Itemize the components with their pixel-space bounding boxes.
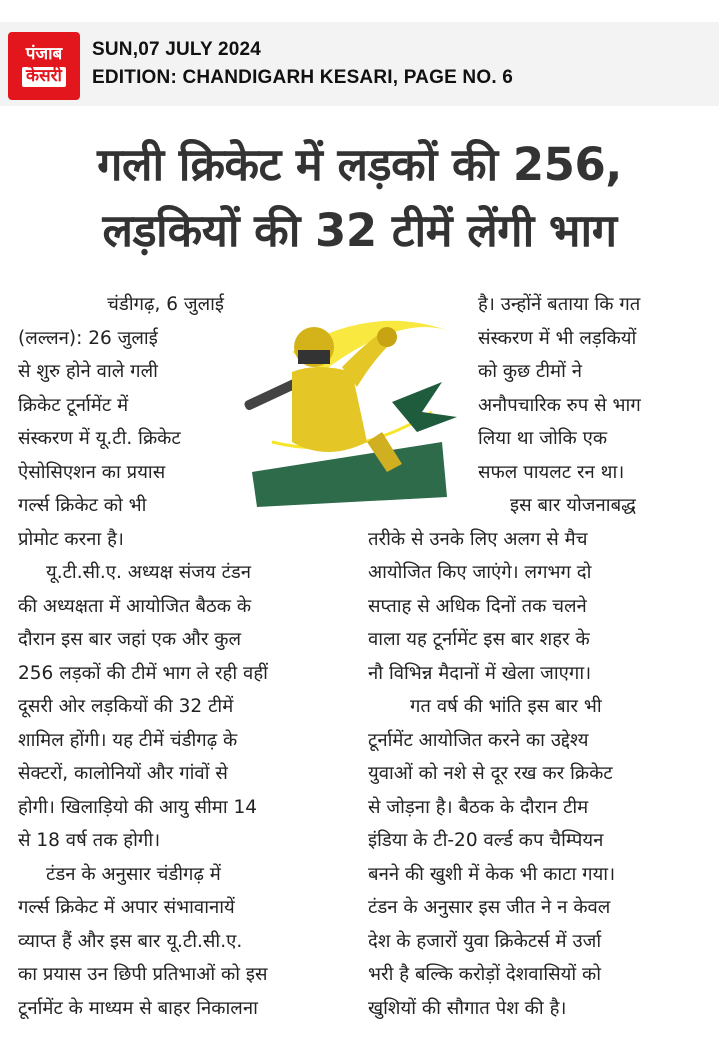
left-column	[18, 288, 336, 1025]
text-line: गर्ल्स क्रिकेट को भी	[18, 495, 147, 516]
text-line: का प्रयास उन छिपी प्रतिभाओं को इस	[18, 964, 268, 985]
text-line: तरीके से उनके लिए अलग से मैच	[368, 528, 588, 550]
text-line: चंडीगढ़, 6 जुलाई	[107, 294, 224, 315]
text-line: गत वर्ष की भांति इस बार भी	[410, 696, 602, 717]
text-line: संस्करण में भी लड़कियों	[478, 327, 637, 349]
text-line: अनौपचारिक रुप से भाग	[478, 394, 641, 416]
text-line: लिया था जोकि एक	[478, 428, 608, 449]
text-line: की अध्यक्षता में आयोजित बैठक के	[18, 595, 252, 617]
text-line: दौरान इस बार जहां एक और कुल	[18, 629, 242, 650]
masthead-bar	[0, 22, 719, 106]
paragraph-meeting	[18, 556, 336, 858]
text-line: यू.टी.सी.ए. अध्यक्ष संजय टंडन	[46, 562, 252, 583]
text-line: व्याप्त हैं और इस बार यू.टी.सी.ए.	[18, 930, 243, 952]
text-line: से जोड़ना है। बैठक के दौरान टीम	[368, 796, 589, 818]
text-line: दूसरी ओर लड़कियों की 32 टीमें	[18, 696, 234, 717]
text-line: से 18 वर्ष तक होगी।	[18, 830, 161, 851]
text-line: प्रोमोट करना है।	[18, 528, 124, 550]
text-line: से शुरु होने वाले गली	[18, 361, 158, 382]
logo-line1: पंजाब	[25, 44, 63, 65]
text-line: को कुछ टीमों ने	[478, 361, 583, 382]
paragraph-intro	[18, 288, 224, 556]
text-line: गर्ल्स क्रिकेट में अपार संभावानायें	[18, 897, 235, 918]
headline	[0, 132, 719, 264]
edition-info	[92, 36, 513, 92]
text-line: नौ विभिन्न मैदानों में खेला जाएगा।	[368, 662, 592, 684]
text-line: शामिल होंगी। यह टीमें चंडीगढ़ के	[18, 729, 238, 751]
text-line: आयोजित किए जाएंगे। लगभग दो	[368, 562, 592, 583]
text-line: खुशियों की सौगात पेश की है।	[368, 997, 567, 1019]
text-line: होगी। खिलाड़ियो की आयु सीमा 14	[18, 796, 258, 818]
text-line: टूर्नामेंट आयोजित करने का उद्देश्य	[368, 729, 589, 751]
text-line: क्रिकेट टूर्नामेंट में	[18, 394, 129, 416]
text-line: संस्करण में यू.टी. क्रिकेट	[18, 428, 181, 449]
text-line: 256 लड़कों की टीमें भाग ले रही वहीं	[18, 662, 268, 684]
edition-line: EDITION: CHANDIGARH KESARI, PAGE NO. 6	[92, 67, 514, 88]
paragraph-schedule	[368, 489, 690, 690]
text-line: वाला यह टूर्नामेंट इस बार शहर के	[368, 629, 590, 650]
headline-line1: गली क्रिकेट में लड़कों की 256,	[97, 138, 622, 191]
text-line: टंडन के अनुसार चंडीगढ़ में	[46, 863, 221, 885]
logo-line2: केसरी	[22, 67, 66, 87]
text-line: सप्ताह से अधिक दिनों तक चलने	[368, 595, 587, 617]
publication-date: SUN,07 JULY 2024	[92, 39, 262, 60]
text-line: इस बार योजनाबद्ध	[510, 495, 636, 516]
text-line: सफल पायलट रन था।	[478, 461, 625, 483]
text-line: ऐसोसिएशन का प्रयास	[18, 461, 166, 483]
text-line: सेक्टरों, कालोनियों और गांवों से	[18, 763, 228, 784]
text-line: बनने की खुशी में केक भी काटा गया।	[368, 863, 616, 885]
headline-line2: लड़कियों की 32 टीमें लेंगी भाग	[102, 204, 617, 257]
text-line: देश के हजारों युवा क्रिकेटर्स में उर्जा	[368, 930, 602, 952]
paragraph-objective	[368, 690, 690, 1025]
text-line: टूर्नामेंट के माध्यम से बाहर निकालना	[18, 997, 258, 1019]
text-line: युवाओं को नशे से दूर रख कर क्रिकेट	[368, 763, 613, 784]
text-line: टंडन के अनुसार इस जीत ने न केवल	[368, 897, 611, 918]
text-line: भरी है बल्कि करोड़ों देशवासियों को	[368, 964, 602, 985]
text-line: इंडिया के टी-20 वर्ल्ड कप चैम्पियन	[368, 830, 604, 851]
text-line: है। उन्होंनें बताया कि गत	[478, 294, 641, 315]
punjab-kesari-logo	[8, 32, 80, 100]
paragraph-tandon	[18, 858, 336, 1026]
text-line: (लल्लन): 26 जुलाई	[18, 327, 158, 349]
right-column	[368, 288, 690, 1025]
paragraph-pilot	[478, 288, 690, 489]
